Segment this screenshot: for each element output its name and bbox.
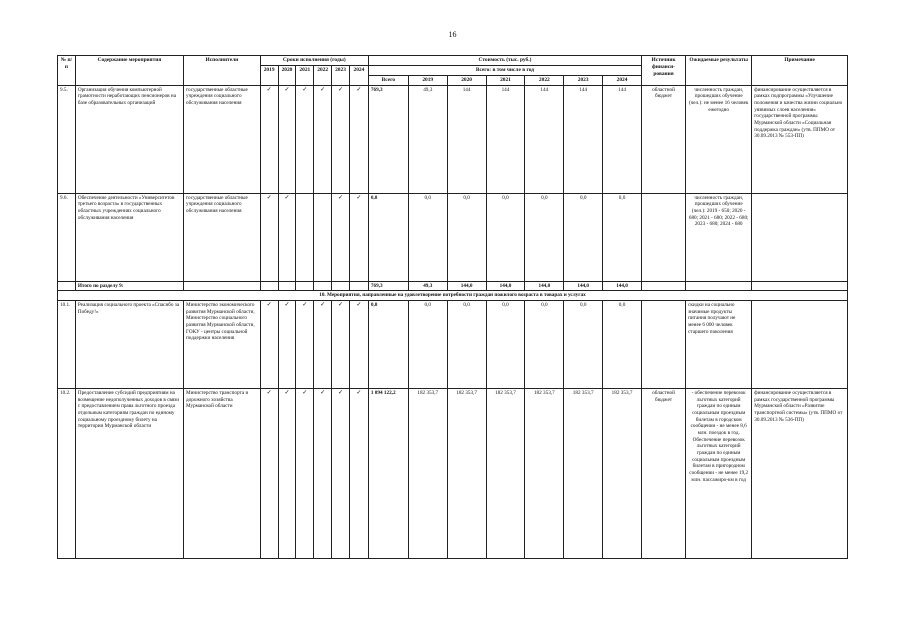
section-total-row xyxy=(58,281,848,291)
year-check: ✓ xyxy=(260,193,278,281)
cost-value: 144,0 xyxy=(486,281,525,291)
cost-value: 182 353,7 xyxy=(408,389,447,559)
year-check: ✓ xyxy=(349,389,368,559)
header-cost: Стоимость (тыс. руб.) xyxy=(368,56,641,66)
row-results: скидки на социально значимые продукты питания получают не менее 6 000 человек старшего поколения xyxy=(686,301,752,389)
row-note xyxy=(752,193,848,281)
cost-value: 0,0 xyxy=(486,193,525,281)
header-row xyxy=(58,56,848,66)
table-row xyxy=(58,85,848,193)
cost-value: 182 353,7 xyxy=(447,389,486,559)
header-year: 2022 xyxy=(314,65,332,85)
cost-value: 0,0 xyxy=(525,301,564,389)
row-total: 0,0 xyxy=(368,193,408,281)
header-year: 2020 xyxy=(278,65,296,85)
header-cost-year: 2021 xyxy=(486,75,525,85)
year-check: ✓ xyxy=(278,301,296,389)
page-number: 16 xyxy=(448,30,457,39)
year-check: ✓ xyxy=(314,301,332,389)
row-results: численность граждан, прошедших обучение (чел.): 2019 - 650; 2020 - 680; 2021 - 680; 2022 - 680; 2023 - 680; 2024 - 680 xyxy=(686,193,752,281)
year-check: ✓ xyxy=(332,389,350,559)
header-cost-year: 2022 xyxy=(525,75,564,85)
year-check: ✓ xyxy=(349,301,368,389)
section-heading-row xyxy=(58,291,848,301)
cost-value: 144,0 xyxy=(525,281,564,291)
header-total: Всего xyxy=(368,75,408,85)
cost-value: 49,3 xyxy=(408,85,447,193)
year-check: ✓ xyxy=(260,301,278,389)
year-check: ✓ xyxy=(260,389,278,559)
year-check: ✓ xyxy=(260,85,278,193)
row-note: финансирование осуществляется в рамках государственной программы Мурманской области «Развитие транспортной системы» (утв. ППМО от 30.09.2013 № 536-ПП) xyxy=(752,389,848,559)
cost-value: 182 353,7 xyxy=(603,389,642,559)
row-source xyxy=(641,301,685,389)
cost-value: 0,0 xyxy=(603,301,642,389)
cost-value: 144,0 xyxy=(564,281,603,291)
row-content: Организация обучения компьютерной грамотности неработающих пенсионеров на базе образовательных организаций xyxy=(75,85,183,193)
year-check: ✓ xyxy=(332,85,350,193)
row-executors: государственные областные учреждения социального обслуживания населения xyxy=(184,193,261,281)
cost-value: 144 xyxy=(525,85,564,193)
section-total-label: Итого по разделу 9: xyxy=(75,281,183,291)
header-num: № п/п xyxy=(58,56,76,86)
row-executors: государственные областные учреждения социального обслуживания населения xyxy=(184,85,261,193)
row-content: Реализация социального проекта «Спасибо за Победу!» xyxy=(75,301,183,389)
row-results: - обеспечение перевозок льготных категорий граждан по единым социальным проездным билетам в городском сообщении - не менее 8,6 млн. поездок в год. Обеспечение перевозок льготных категорий граждан по единым социальным проездным билетам в пригородном сообщении - не менее 19,2 млн. пассажиро-км в год xyxy=(686,389,752,559)
year-check: ✓ xyxy=(314,389,332,559)
cost-value: 0,0 xyxy=(564,301,603,389)
header-cost-year: 2023 xyxy=(564,75,603,85)
row-executors: Министерство экономического развития Мурманской области, Министерство социального развития Мурманской области, ГОКУ - центры социальной поддержки населения xyxy=(184,301,261,389)
cost-value: 0,0 xyxy=(408,301,447,389)
cost-value: 144 xyxy=(486,85,525,193)
row-num: 10.2. xyxy=(58,389,76,559)
year-check xyxy=(296,193,314,281)
cost-value: 144,0 xyxy=(603,281,642,291)
year-check xyxy=(314,193,332,281)
cost-value: 0,0 xyxy=(603,193,642,281)
year-check: ✓ xyxy=(296,389,314,559)
header-content: Содержание мероприятия xyxy=(75,56,183,86)
cost-value: 144 xyxy=(447,85,486,193)
header-results: Ожидаемые результаты xyxy=(686,56,752,86)
header-note: Примечание xyxy=(752,56,848,86)
year-check: ✓ xyxy=(332,193,350,281)
header-cost-year: 2020 xyxy=(447,75,486,85)
cost-value: 0,0 xyxy=(525,193,564,281)
cost-value: 182 353,7 xyxy=(525,389,564,559)
cost-value: 0,0 xyxy=(447,301,486,389)
measures-table xyxy=(57,55,848,559)
cost-value: 0,0 xyxy=(564,193,603,281)
row-note: финансирование осуществляется в рамках подпрограммы «Улучшение положения и качества жизни социально уязвимых слоев населения» государственной программы Мурманской области «Социальная поддержка граждан» (утв. ППМО от 30.09.2013 № 553-ПП) xyxy=(752,85,848,193)
table-row xyxy=(58,389,848,559)
row-source xyxy=(641,193,685,281)
year-check: ✓ xyxy=(349,193,368,281)
header-executors: Исполнители xyxy=(184,56,261,86)
row-num: 9.5. xyxy=(58,85,76,193)
header-cost-year: 2024 xyxy=(603,75,642,85)
cost-value: 182 353,7 xyxy=(564,389,603,559)
table-row xyxy=(58,301,848,389)
cost-value: 144 xyxy=(564,85,603,193)
cost-value: 49,3 xyxy=(408,281,447,291)
row-results: численность граждан, прошедших обучение (чел.): не менее 16 человек ежегодно xyxy=(686,85,752,193)
header-cost-year: 2019 xyxy=(408,75,447,85)
cost-value: 144 xyxy=(603,85,642,193)
row-num: 9.6. xyxy=(58,193,76,281)
row-note xyxy=(752,301,848,389)
header-cost-sub: Всего: в том числе в год xyxy=(368,65,641,75)
row-total: 1 094 122,2 xyxy=(368,389,408,559)
table-row xyxy=(58,193,848,281)
year-check: ✓ xyxy=(278,193,296,281)
header-year: 2024 xyxy=(349,65,368,85)
section-total-value: 769,3 xyxy=(368,281,408,291)
header-year: 2021 xyxy=(296,65,314,85)
cost-value: 144,0 xyxy=(447,281,486,291)
row-source: областной бюджет xyxy=(641,389,685,559)
year-check: ✓ xyxy=(278,389,296,559)
year-check: ✓ xyxy=(296,85,314,193)
row-num: 10.1. xyxy=(58,301,76,389)
header-year: 2023 xyxy=(332,65,350,85)
header-source: Источник финанси-рования xyxy=(641,56,685,86)
section-heading: 10. Мероприятия, направленные на удовлетворение потребности граждан пожилого возраста в товарах и услугах xyxy=(58,291,848,301)
cost-value: 0,0 xyxy=(447,193,486,281)
row-source: областной бюджет xyxy=(641,85,685,193)
year-check: ✓ xyxy=(332,301,350,389)
header-terms: Сроки исполнения (годы) xyxy=(260,56,368,66)
row-total: 769,3 xyxy=(368,85,408,193)
row-executors: Министерство транспорта и дорожного хозяйства Мурманской области xyxy=(184,389,261,559)
row-content: Обеспечение деятельности «Университетов третьего возраста» в государственных областных учреждениях социального обслуживания населения xyxy=(75,193,183,281)
year-check: ✓ xyxy=(296,301,314,389)
year-check: ✓ xyxy=(349,85,368,193)
year-check: ✓ xyxy=(278,85,296,193)
row-content: Предоставление субсидий предприятиям на возмещение недополученных доходов в связи с предоставлением права льготного проезда отдельным категориям граждан по единому социальному проездному билету на территории Мурманской области xyxy=(75,389,183,559)
cost-value: 0,0 xyxy=(486,301,525,389)
cost-value: 182 353,7 xyxy=(486,389,525,559)
cost-value: 0,0 xyxy=(408,193,447,281)
header-year: 2019 xyxy=(260,65,278,85)
row-total: 0,0 xyxy=(368,301,408,389)
year-check: ✓ xyxy=(314,85,332,193)
